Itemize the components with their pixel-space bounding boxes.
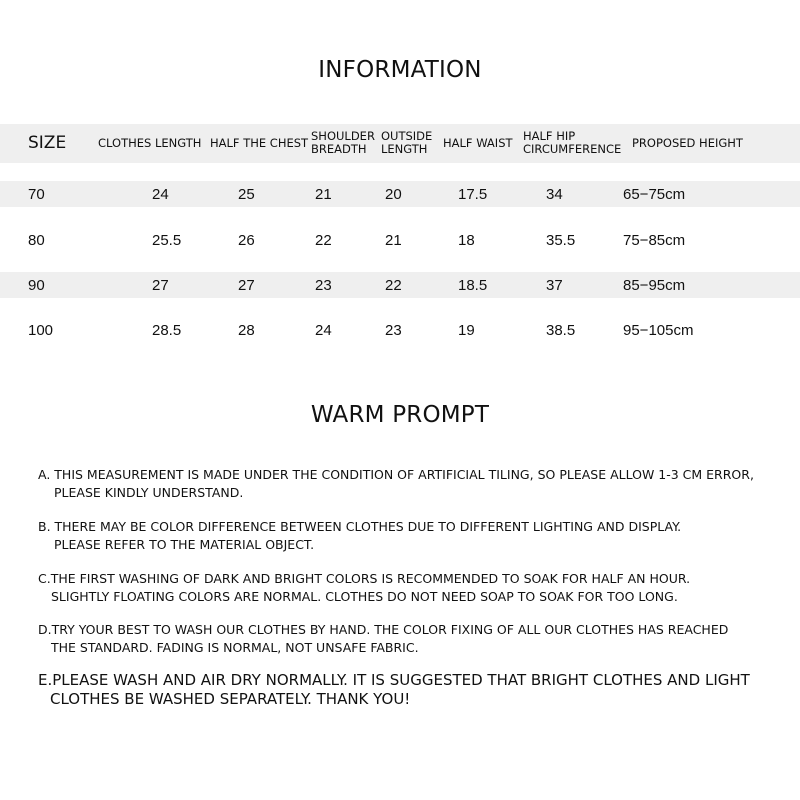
- warm-prompt-title: WARM PROMPT: [310, 402, 490, 428]
- header-line: HALF THE CHEST: [210, 136, 309, 150]
- cell-clothes-length: 27: [152, 277, 169, 294]
- note-e-line-1: E.PLEASE WASH AND AIR DRY NORMALLY. IT IS SUGGESTED THAT BRIGHT CLOTHES AND LIGHT: [38, 671, 750, 689]
- note-b: [38, 518, 788, 554]
- cell-half-waist: 18: [458, 232, 475, 249]
- cell-clothes-length: 28.5: [152, 322, 182, 339]
- note-c-line-1: C.THE FIRST WASHING OF DARK AND BRIGHT COLORS IS RECOMMENDED TO SOAK FOR HALF AN HOUR.: [38, 571, 691, 586]
- information-title: INFORMATION: [318, 57, 482, 83]
- cell-shoulder-breadth: 24: [315, 322, 332, 339]
- cell-outside-length: 21: [385, 232, 402, 249]
- cell-half-the-chest: 25: [238, 186, 255, 203]
- cell-proposed-height: 85−95cm: [623, 277, 686, 294]
- header-line: PROPOSED HEIGHT: [632, 136, 743, 150]
- cell-half-hip-circumference: 34: [546, 186, 563, 203]
- header-line: HALF WAIST: [443, 136, 513, 150]
- cell-size: 80: [28, 232, 45, 249]
- note-c-line-2: SLIGHTLY FLOATING COLORS ARE NORMAL. CLOTHES DO NOT NEED SOAP TO SOAK FOR TOO LONG.: [51, 589, 678, 604]
- note-d-line-2: THE STANDARD. FADING IS NORMAL, NOT UNSAFE FABRIC.: [51, 640, 419, 655]
- cell-half-the-chest: 26: [238, 232, 255, 249]
- cell-half-the-chest: 28: [238, 322, 255, 339]
- cell-half-waist: 18.5: [458, 277, 488, 294]
- cell-size: 90: [28, 277, 45, 294]
- cell-size: 100: [28, 322, 54, 339]
- note-b-line-1: B. THERE MAY BE COLOR DIFFERENCE BETWEEN CLOTHES DUE TO DIFFERENT LIGHTING AND DISPLAY.: [38, 519, 682, 534]
- cell-proposed-height: 95−105cm: [623, 322, 694, 339]
- note-b-line-2: PLEASE REFER TO THE MATERIAL OBJECT.: [54, 537, 315, 552]
- header-outside-length: [381, 130, 432, 156]
- header-clothes-length: [98, 137, 201, 150]
- cell-half-waist: 17.5: [458, 186, 488, 203]
- note-a: [38, 466, 788, 502]
- header-half-hip-circumference: [523, 130, 621, 156]
- cell-half-hip-circumference: 38.5: [546, 322, 576, 339]
- cell-clothes-length: 25.5: [152, 232, 182, 249]
- note-e-line-2: CLOTHES BE WASHED SEPARATELY. THANK YOU!: [50, 690, 411, 708]
- header-half-waist: [443, 137, 513, 150]
- cell-half-the-chest: 27: [238, 277, 255, 294]
- note-a-line-2: PLEASE KINDLY UNDERSTAND.: [54, 485, 244, 500]
- cell-size: 70: [28, 186, 45, 203]
- note-d: [38, 621, 788, 657]
- header-line: BREADTH: [311, 142, 367, 156]
- header-half-the-chest: [210, 137, 308, 150]
- cell-shoulder-breadth: 23: [315, 277, 332, 294]
- cell-outside-length: 22: [385, 277, 402, 294]
- header-line: CIRCUMFERENCE: [523, 142, 622, 156]
- header-line: OUTSIDE: [381, 129, 433, 143]
- cell-shoulder-breadth: 21: [315, 186, 332, 203]
- note-a-line-1: A. THIS MEASUREMENT IS MADE UNDER THE CONDITION OF ARTIFICIAL TILING, SO PLEASE ALLOW 1-3 CM ERROR,: [38, 467, 754, 482]
- cell-proposed-height: 75−85cm: [623, 232, 686, 249]
- header-shoulder-breadth: [311, 130, 375, 156]
- header-line: CLOTHES LENGTH: [98, 136, 202, 150]
- header-line: SIZE: [28, 133, 67, 153]
- cell-outside-length: 23: [385, 322, 402, 339]
- cell-shoulder-breadth: 22: [315, 232, 332, 249]
- header-line: LENGTH: [381, 142, 428, 156]
- cell-half-waist: 19: [458, 322, 475, 339]
- note-d-line-1: D.TRY YOUR BEST TO WASH OUR CLOTHES BY HAND. THE COLOR FIXING OF ALL OUR CLOTHES HAS REACHED: [38, 622, 729, 637]
- cell-proposed-height: 65−75cm: [623, 186, 686, 203]
- header-proposed-height: [632, 137, 743, 150]
- header-line: HALF HIP: [523, 129, 576, 143]
- cell-half-hip-circumference: 35.5: [546, 232, 576, 249]
- note-c: [38, 570, 788, 606]
- cell-outside-length: 20: [385, 186, 402, 203]
- cell-clothes-length: 24: [152, 186, 169, 203]
- note-e: [38, 671, 788, 709]
- header-size: [28, 133, 66, 153]
- cell-half-hip-circumference: 37: [546, 277, 563, 294]
- header-line: SHOULDER: [311, 129, 375, 143]
